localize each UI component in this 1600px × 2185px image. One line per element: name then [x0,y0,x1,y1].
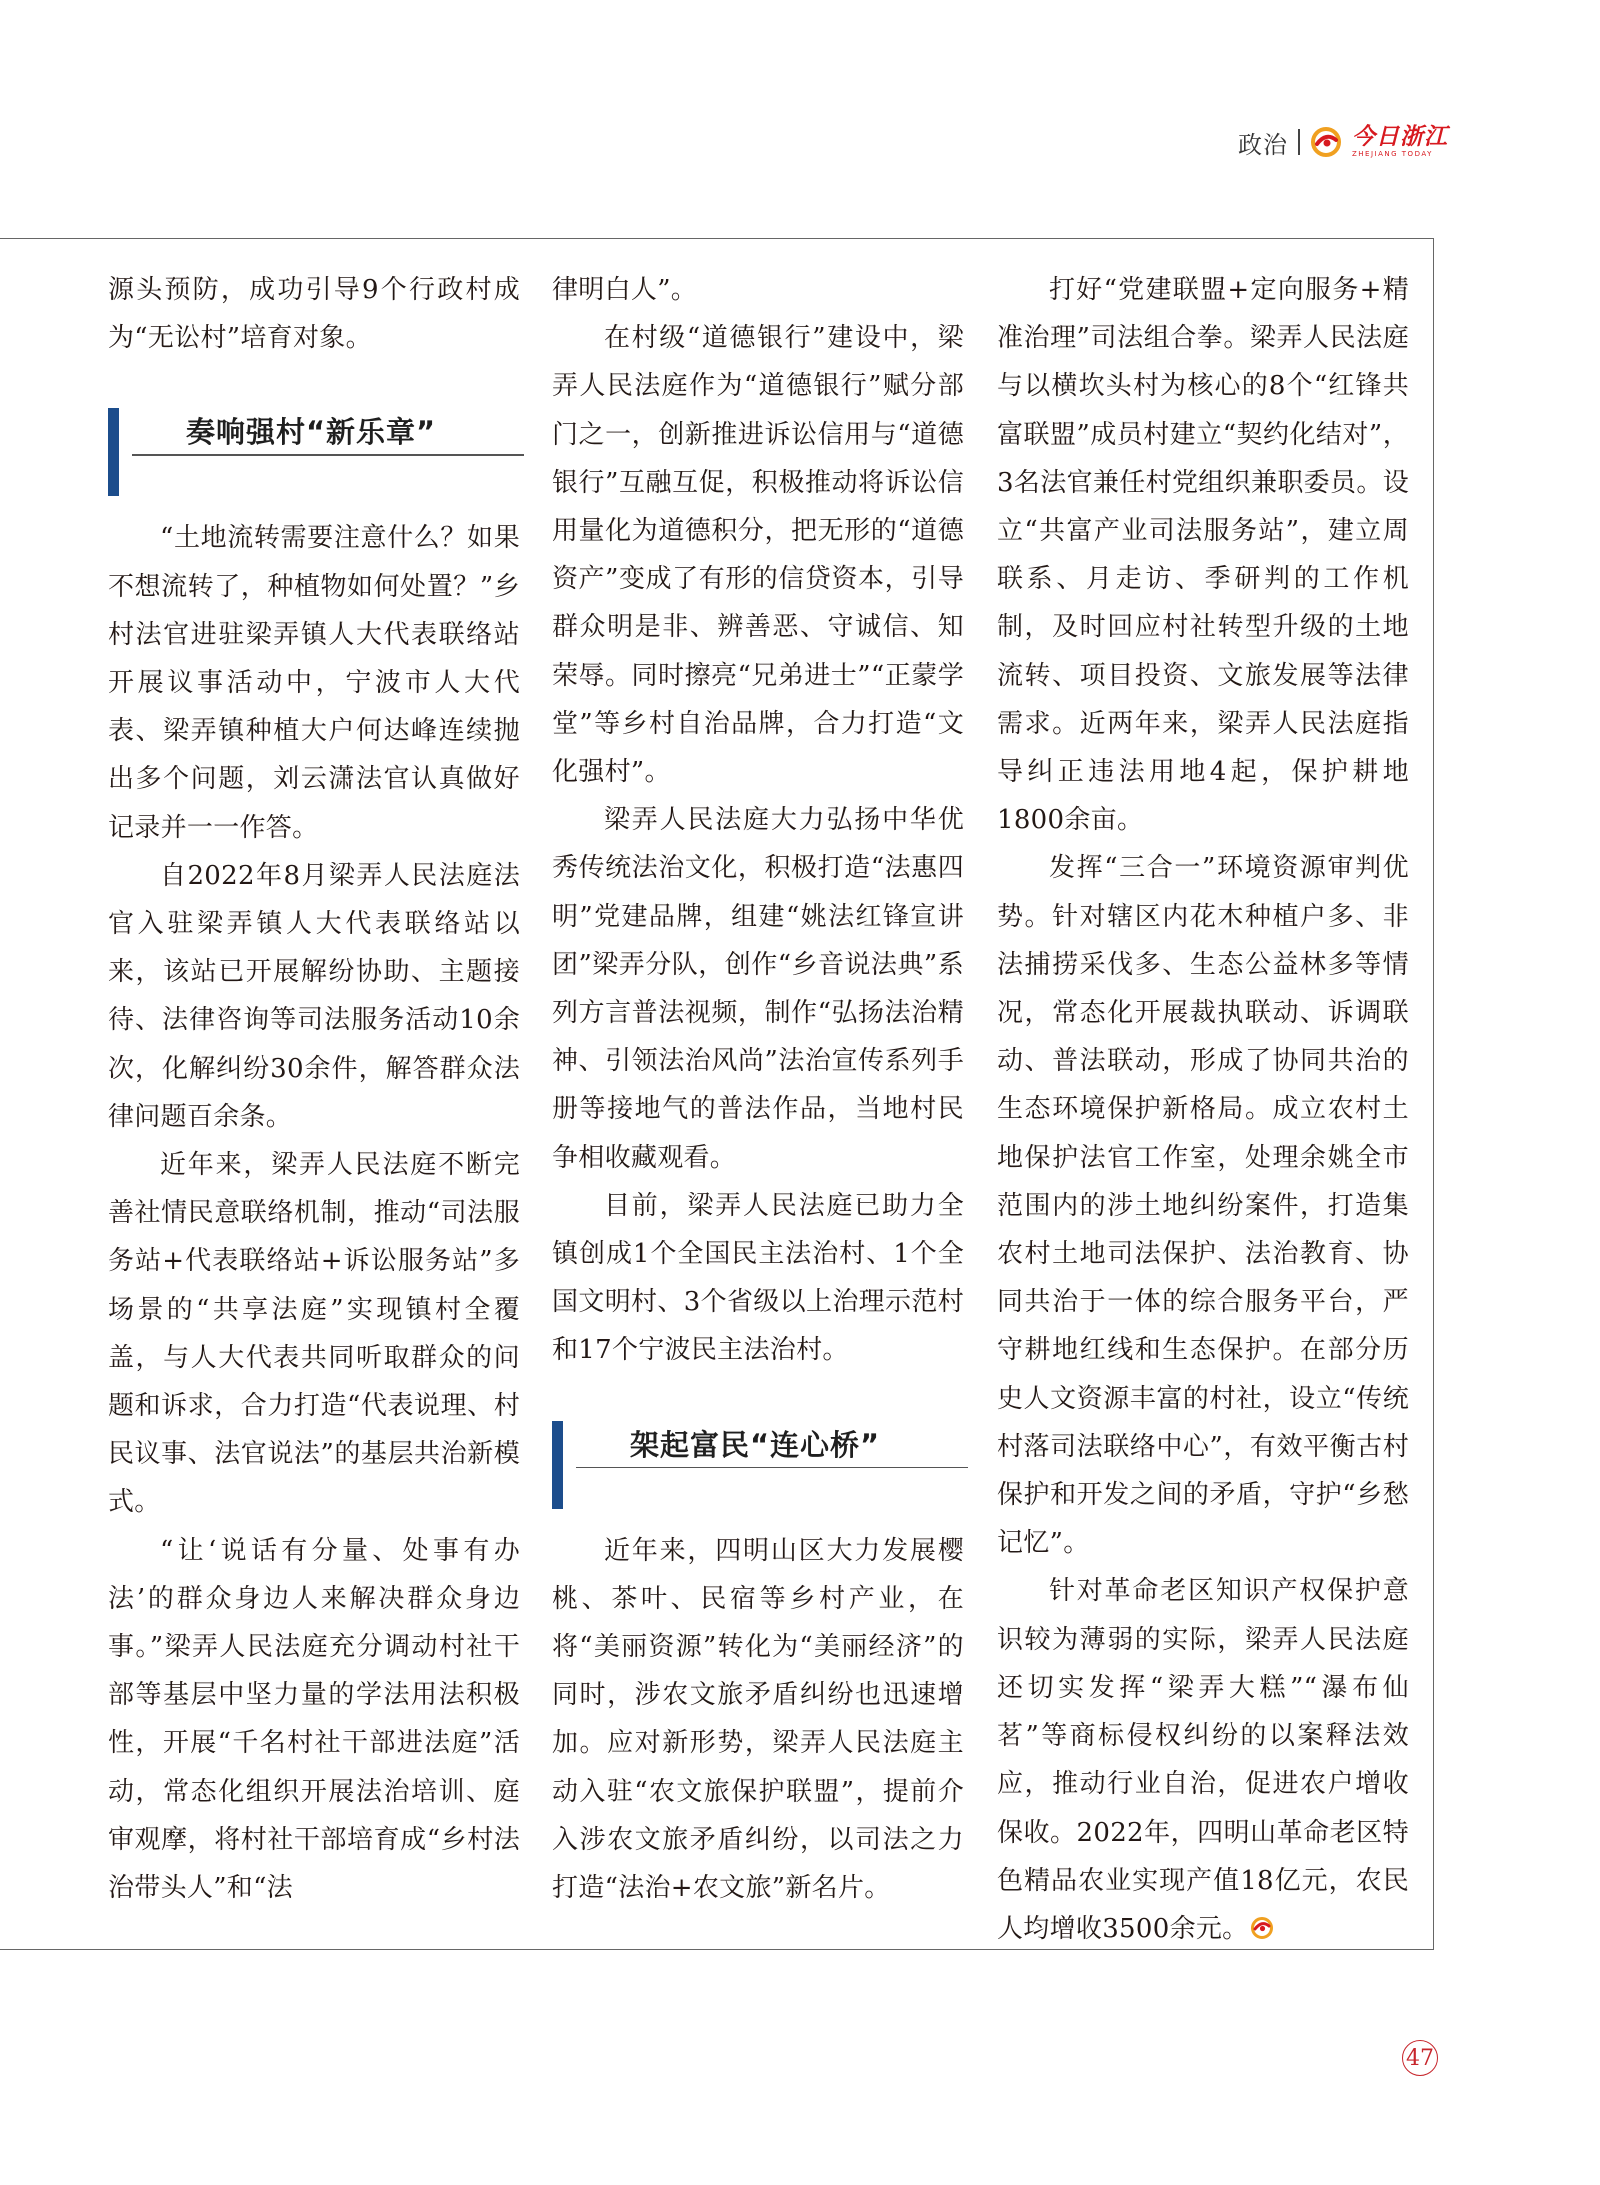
section-heading [552,1421,964,1509]
heading-accent-bar [108,408,119,496]
paragraph: 目前，梁弄人民法庭已助力全镇创成1个全国民主法治村、1个全国文明村、3个省级以上治理示范村和17个宁波民主法治村。 [552,1190,964,1366]
page-number: 47 [1402,2040,1438,2076]
page-header [1238,118,1448,166]
heading-text: 奏响强村“新乐章” [186,415,437,450]
paragraph: “让‘说话有分量、处事有办法’的群众身边人来解决群众身边事。”梁弄人民法庭充分调动村社干部等基层中坚力量的学法用法积极性，开展“千名村社干部进法庭”活动，常态化组织开展法治培训、庭审观摩，将村社干部培育成“乡村法治带头人”和“法 [108,1535,520,1904]
paragraph-text: 针对革命老区知识产权保护意识较为薄弱的实际，梁弄人民法庭还切实发挥“梁弄大糕”“瀑布仙茗”等商标侵权纠纷的以案释法效应，推动行业自治，促进农户增收保收。2022年，四明山革命老区特色精品农业实现产值18亿元，农民人均增收3500余元。 [997,1576,1409,1944]
paragraph [997,1567,1409,1953]
logo-subtitle: ZHEJIANG TODAY [1352,150,1433,158]
heading-accent-bar [552,1421,563,1509]
paragraph: 源头预防，成功引导9个行政村成为“无讼村”培育对象。 [108,275,520,354]
paragraph: 在村级“道德银行”建设中，梁弄人民法庭作为“道德银行”赋分部门之一，创新推进诉讼信用与“道德银行”互融互促，积极推动将诉讼信用量化为道德积分，把无形的“道德资产”变成了有形的信贷资本，引导群众明是非、辨善恶、守诚信、知荣辱。同时擦亮“兄弟进士”“正蒙学堂”等乡村自治品牌，合力打造“文化强村”。 [552,323,964,788]
article-column-1 [108,266,520,1912]
header-divider [1298,129,1300,155]
paragraph: 近年来，四明山区大力发展樱桃、茶叶、民宿等乡村产业，在将“美丽资源”转化为“美丽经济”的同时，涉农文旅矛盾纠纷也迅速增加。应对新形势，梁弄人民法庭主动入驻“农文旅保护联盟”，提前介入涉农文旅矛盾纠纷，以司法之力打造“法治+农文旅”新名片。 [552,1535,964,1904]
paragraph: 近年来，梁弄人民法庭不断完善社情民意联络机制，推动“司法服务站+代表联络站+诉讼服务站”多场景的“共享法庭”实现镇村全覆盖，与人大代表共同听取群众的问题和诉求，合力打造“代表说理、村民议事、法官说法”的基层共治新模式。 [108,1150,520,1518]
heading-text: 架起富民“连心桥” [630,1427,881,1462]
section-name: 政治 [1238,130,1288,159]
magazine-logo-icon [1310,126,1342,158]
magazine-logo [1352,126,1448,158]
article-column-2 [552,266,964,1912]
section-heading [108,408,520,496]
paragraph: 律明白人”。 [552,275,698,305]
paragraph: “土地流转需要注意什么？如果不想流转了，种植物如何处置？”乡村法官进驻梁弄镇人大代表联络站开展议事活动中，宁波市人大代表、梁弄镇种植大户何达峰连续抛出多个问题，刘云潇法官认真做好记录并一一作答。 [108,523,520,843]
article-end-icon [1250,1916,1274,1940]
logo-title: 今日浙江 [1352,124,1448,150]
paragraph: 自2022年8月梁弄人民法庭法官入驻梁弄镇人大代表联络站以来，该站已开展解纷协助、主题接待、法律咨询等司法服务活动10余次，化解纠纷30余件，解答群众法律问题百余条。 [108,860,520,1132]
article-column-3 [997,266,1409,1953]
paragraph: 打好“党建联盟+定向服务+精准治理”司法组合拳。梁弄人民法庭与以横坎头村为核心的8个“红锋共富联盟”成员村建立“契约化结对”，3名法官兼任村党组织兼职委员。设立“共富产业司法服务站”，建立周联系、月走访、季研判的工作机制，及时回应村社转型升级的土地流转、项目投资、文旅发展等法律需求。近两年来，梁弄人民法庭指导纠正违法用地4起，保护耕地1800余亩。 [997,275,1409,836]
paragraph: 梁弄人民法庭大力弘扬中华优秀传统法治文化，积极打造“法惠四明”党建品牌，组建“姚法红锋宣讲团”梁弄分队，创作“乡音说法典”系列方言普法视频，制作“弘扬法治精神、引领法治风尚”法治宣传系列手册等接地气的普法作品，当地村民争相收藏观看。 [552,805,964,1173]
paragraph: 发挥“三合一”环境资源审判优势。针对辖区内花木种植户多、非法捕捞采伐多、生态公益林多等情况，常态化开展裁执联动、诉调联动、普法联动，形成了协同共治的生态环境保护新格局。成立农村土地保护法官工作室，处理余姚全市范围内的涉土地纠纷案件，打造集农村土地司法保护、法治教育、协同共治于一体的综合服务平台，严守耕地红线和生态保护。在部分历史人文资源丰富的村社，设立“传统村落司法联络中心”，有效平衡古村保护和开发之间的矛盾，守护“乡愁记忆”。 [997,853,1409,1559]
heading-underline [576,1467,968,1469]
heading-underline [132,454,524,456]
